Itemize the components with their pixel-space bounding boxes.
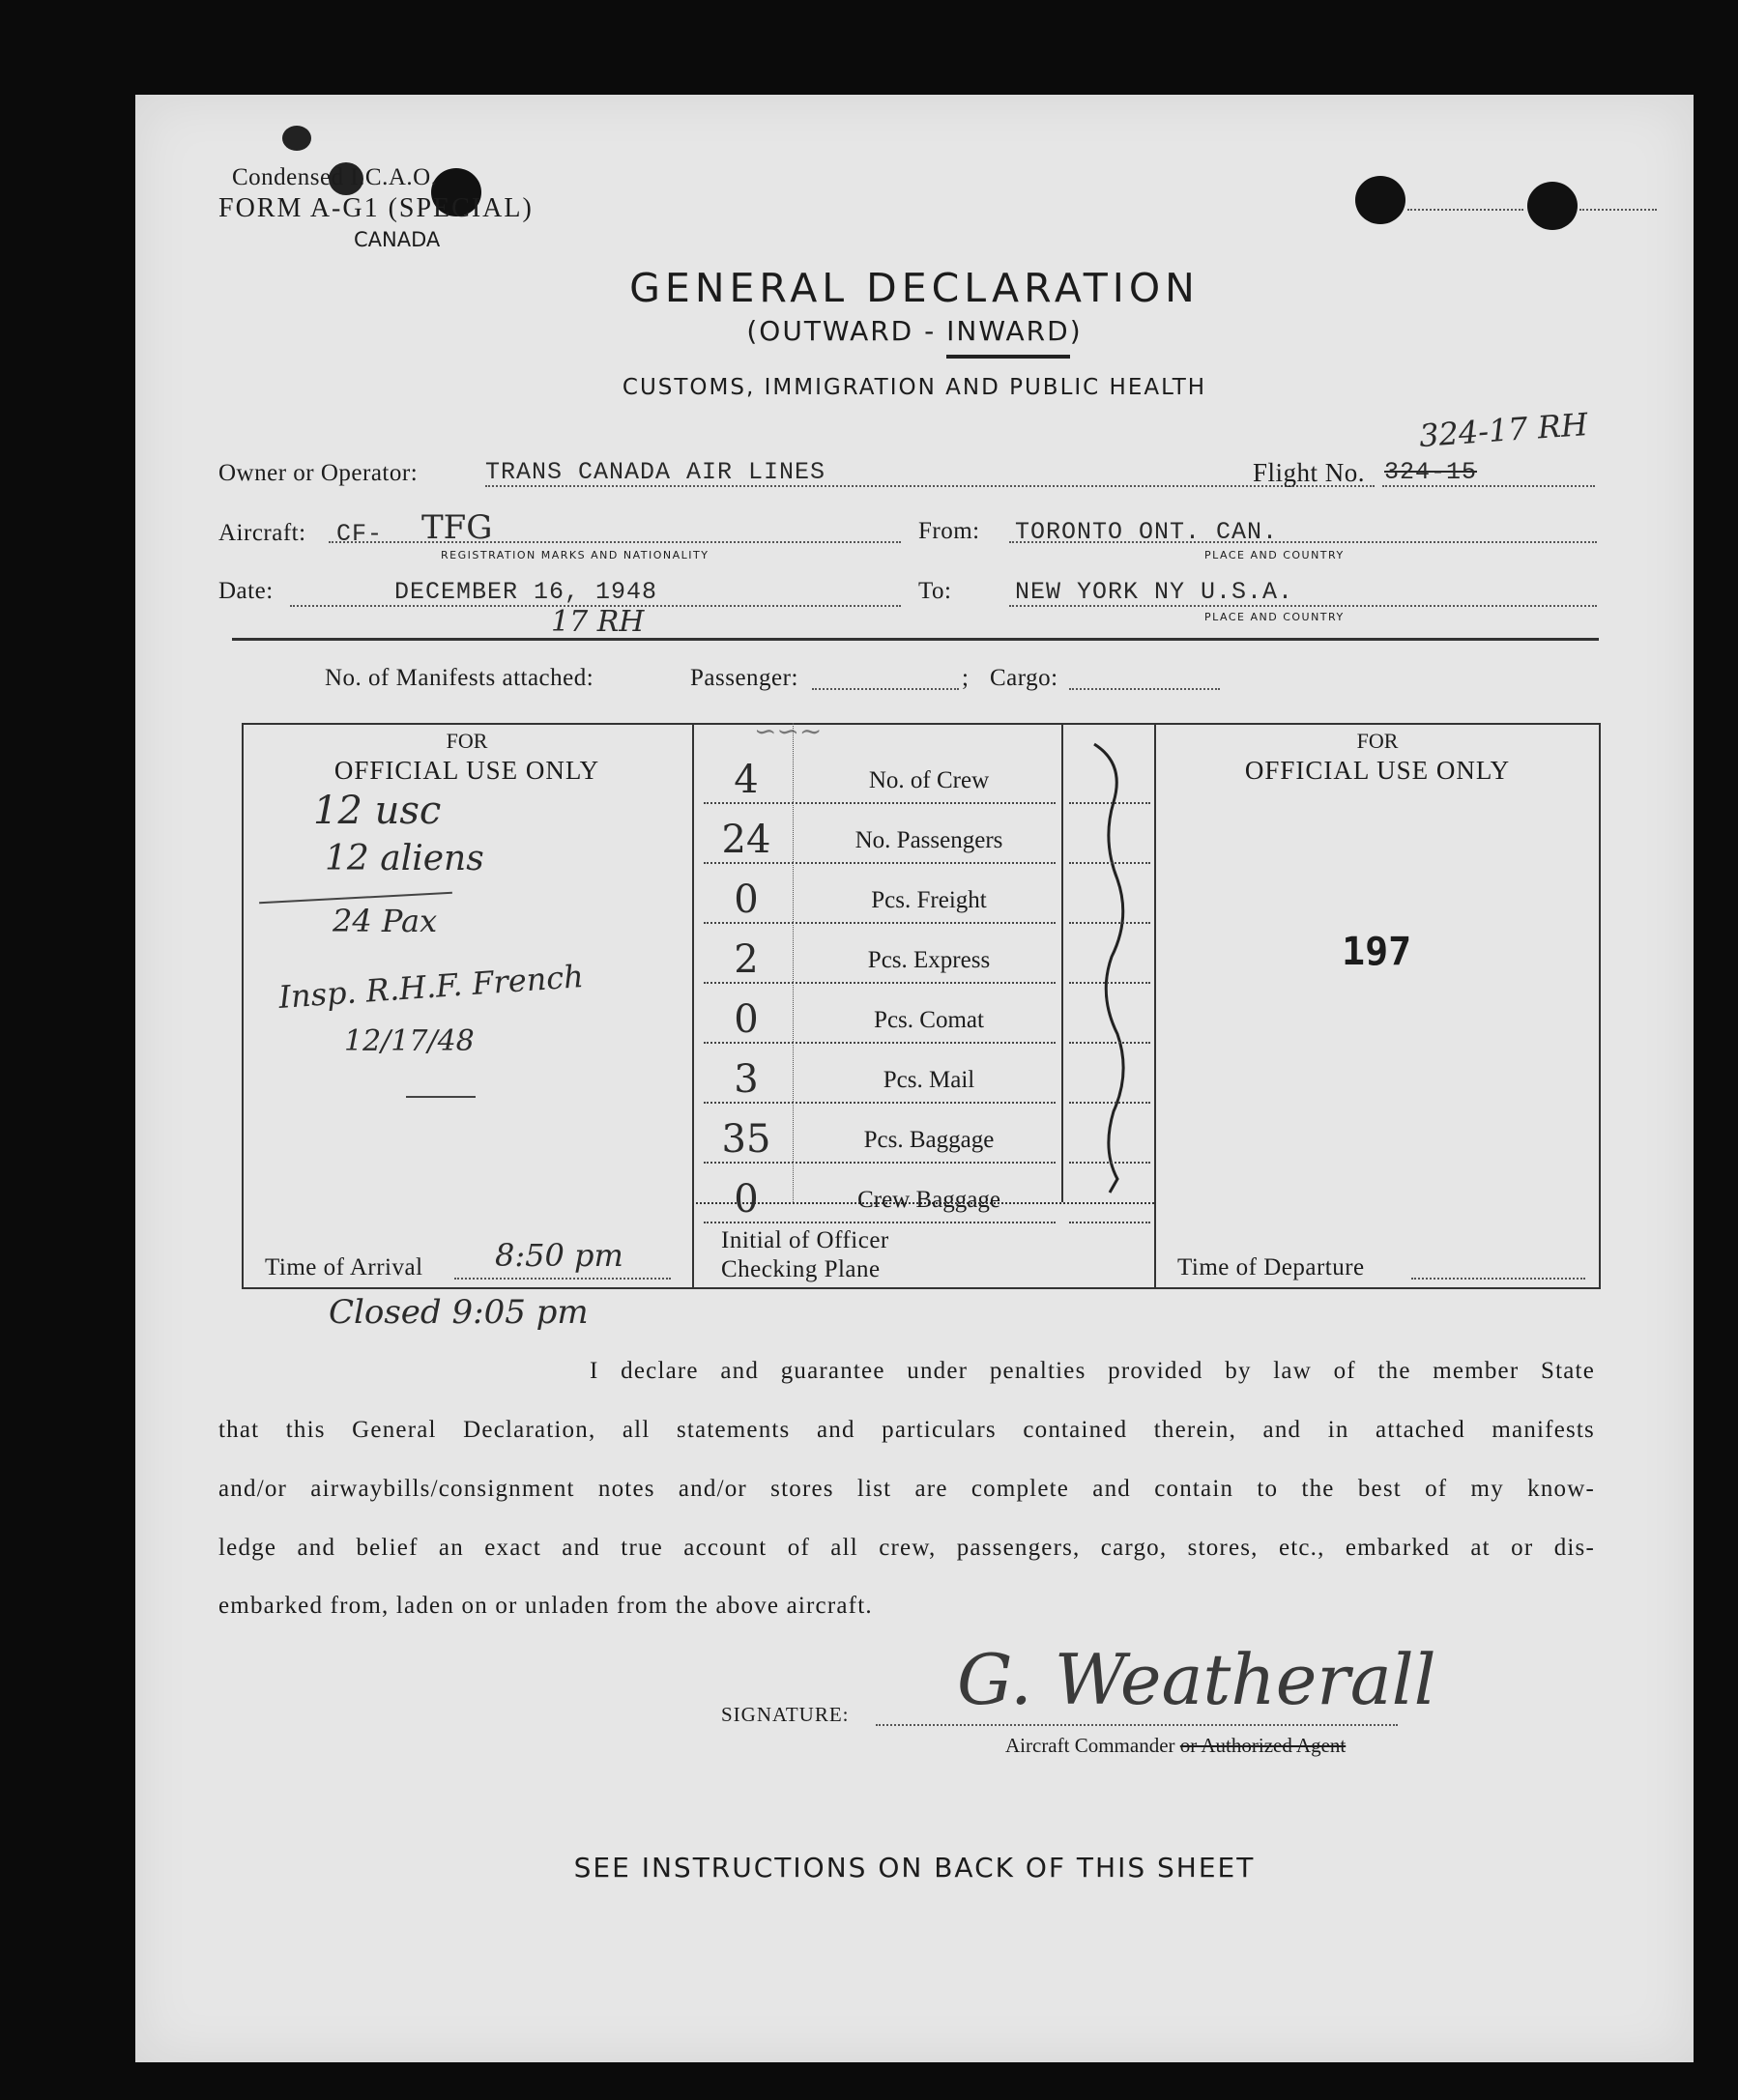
closed-note: Closed 9:05 pm: [329, 1293, 589, 1332]
page-title: GENERAL DECLARATION: [629, 265, 1200, 311]
from-label: From:: [918, 518, 980, 544]
crew-scribble: ∽∽∼: [754, 715, 823, 747]
count-value: 24: [721, 818, 771, 862]
count-value: 4: [734, 758, 759, 802]
punch-hole-right: [1527, 182, 1578, 230]
punch-hole-mid: [1355, 176, 1405, 224]
brace-row-line: [1069, 982, 1150, 984]
to-value: NEW YORK NY U.S.A.: [1015, 578, 1294, 606]
time-of-arrival-label: Time of Arrival: [265, 1254, 423, 1280]
table-divider-right: [1154, 723, 1156, 1289]
brace-row-line: [1069, 1042, 1150, 1044]
owner-line: [485, 485, 1375, 487]
count-value: 2: [734, 937, 759, 982]
brace-row-line: [1069, 1102, 1150, 1104]
signature-caption: Aircraft Commander or Authorized Agent: [1005, 1734, 1347, 1757]
aircraft-caption: REGISTRATION MARKS AND NATIONALITY: [441, 549, 710, 561]
aircraft-label: Aircraft:: [218, 520, 306, 546]
count-value: 0: [734, 1177, 759, 1222]
count-row-line: [704, 1222, 1056, 1223]
date-value: DECEMBER 16, 1948: [394, 578, 658, 606]
brace-row-line: [1069, 1222, 1150, 1223]
page-subtitle-2: CUSTOMS, IMMIGRATION AND PUBLIC HEALTH: [622, 375, 1207, 400]
count-row-line: [704, 862, 1056, 864]
brace-row-line: [1069, 1162, 1150, 1164]
flight-line: [1382, 485, 1595, 487]
right-box-official: OFFICIAL USE ONLY: [1244, 756, 1511, 785]
aircraft-value: TFG: [421, 508, 493, 547]
manifests-label: No. of Manifests attached:: [325, 665, 594, 691]
count-row-line: [704, 922, 1056, 924]
count-label: No. of Crew: [868, 767, 990, 793]
date-handwritten: 17 RH: [551, 605, 645, 639]
count-label-divider: [793, 723, 794, 1202]
signature-handwriting: G. Weatherall: [957, 1639, 1436, 1720]
time-of-departure-line: [1411, 1278, 1585, 1280]
from-value: TORONTO ONT. CAN.: [1015, 518, 1279, 546]
top-dotted-line: [1407, 209, 1523, 211]
count-value: 3: [734, 1057, 759, 1102]
declaration-sheet: [135, 95, 1694, 2062]
aircraft-line: [329, 541, 901, 543]
right-box-for: FOR: [1356, 729, 1399, 753]
header-divider: [232, 638, 1599, 641]
left-box-for: FOR: [446, 729, 488, 753]
count-label: Crew Baggage: [857, 1187, 1000, 1213]
declaration-line-4: ledge and belief an exact and true account of all crew, passengers, cargo, stores, etc., embarked at or dis-: [218, 1535, 1595, 1561]
count-label: No. Passengers: [855, 827, 1003, 853]
count-row-line: [704, 802, 1056, 804]
manifest-separator: ;: [962, 665, 970, 691]
count-label: Pcs. Mail: [883, 1067, 975, 1093]
signature-line: [876, 1724, 1398, 1726]
page-subtitle: (OUTWARD - INWARD): [135, 315, 1694, 347]
date-line: [290, 605, 901, 607]
time-of-departure-label: Time of Departure: [1177, 1254, 1365, 1280]
count-label: Pcs. Comat: [874, 1007, 984, 1033]
flight-value: 324-15: [1384, 458, 1478, 486]
aircraft-prefix: CF-: [336, 520, 384, 548]
footer-instructions: SEE INSTRUCTIONS ON BACK OF THIS SHEET: [573, 1852, 1256, 1884]
left-note-1: 12 usc: [313, 789, 442, 833]
form-header-country: CANADA: [354, 228, 441, 251]
date-label: Date:: [218, 578, 274, 604]
to-line: [1009, 605, 1597, 607]
count-label: Pcs. Freight: [871, 887, 987, 913]
left-note-4: Insp. R.H.F. French: [277, 958, 585, 1016]
declaration-line-3: and/or airwaybills/consignment notes and/or stores list are complete and contain to the best of my know-: [218, 1476, 1595, 1502]
left-note-3: 24 Pax: [333, 903, 438, 939]
form-header-line2: FORM A-G1 (SPECIAL): [218, 193, 534, 223]
left-note-5: 12/17/48: [344, 1024, 475, 1058]
cargo-manifest-field[interactable]: [1069, 688, 1220, 690]
brace-row-line: [1069, 802, 1150, 804]
ink-blot: [282, 126, 311, 151]
count-row-line: [704, 1102, 1056, 1104]
left-note-2: 12 aliens: [325, 839, 484, 878]
count-label: Pcs. Baggage: [863, 1127, 995, 1153]
time-of-arrival-line: [454, 1278, 671, 1280]
flight-label: Flight No.: [1253, 458, 1366, 487]
stamp-number: 197: [1342, 930, 1412, 974]
passenger-manifest-field[interactable]: [812, 688, 959, 690]
to-caption: PLACE AND COUNTRY: [1204, 611, 1345, 623]
brace-row-line: [1069, 862, 1150, 864]
brace-icon: [1063, 725, 1154, 1202]
top-dotted-line: [1579, 209, 1657, 211]
form-header-line1: Condensed I.C.A.O.: [232, 164, 438, 190]
passenger-manifest-label: Passenger:: [690, 665, 798, 691]
time-of-arrival-value: 8:50 pm: [495, 1237, 623, 1274]
initials-label-1: Initial of Officer: [721, 1227, 889, 1253]
count-row-line: [704, 1042, 1056, 1044]
declaration-line-2: that this General Declaration, all statements and particulars contained therein, and in attached manifests: [218, 1417, 1595, 1443]
signature-label: SIGNATURE:: [721, 1703, 850, 1726]
to-label: To:: [918, 578, 952, 604]
cargo-manifest-label: Cargo:: [990, 665, 1058, 691]
count-row-line: [704, 982, 1056, 984]
owner-value: TRANS CANADA AIR LINES: [485, 458, 826, 486]
count-label: Pcs. Express: [867, 947, 991, 973]
owner-label: Owner or Operator:: [218, 460, 419, 486]
declaration-line-1: I declare and guarantee under penalties provided by law of the member State: [590, 1358, 1595, 1384]
left-note-underline-2: [406, 1096, 476, 1098]
count-row-line: [704, 1162, 1056, 1164]
count-value: 35: [721, 1117, 771, 1162]
left-box-official: OFFICIAL USE ONLY: [333, 756, 600, 785]
count-value: 0: [734, 877, 759, 922]
count-value: 0: [734, 997, 759, 1042]
from-caption: PLACE AND COUNTRY: [1204, 549, 1345, 561]
table-divider-left: [692, 723, 694, 1289]
from-line: [1009, 541, 1597, 543]
inward-selected: INWARD: [946, 315, 1070, 359]
flight-number-handwritten: 324-17 RH: [1417, 405, 1589, 455]
declaration-line-5: embarked from, laden on or unladen from the above aircraft.: [218, 1593, 873, 1619]
initials-label-2: Checking Plane: [721, 1256, 881, 1282]
brace-row-line: [1069, 922, 1150, 924]
